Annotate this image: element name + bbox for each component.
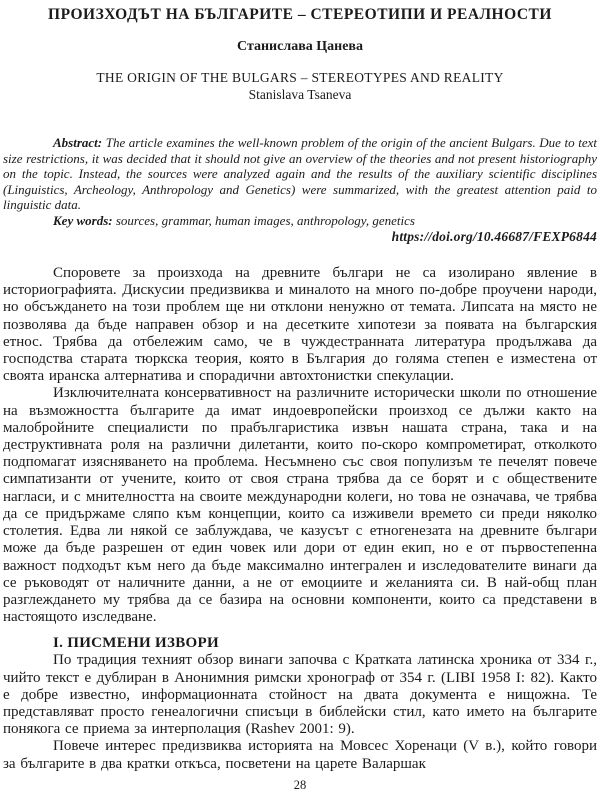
paper-title-bulgarian: ПРОИЗХОДЪТ НА БЪЛГАРИТЕ – СТЕРЕОТИПИ И РЕАЛНОСТИ bbox=[48, 6, 552, 23]
abstract-label: Abstract: bbox=[53, 135, 103, 151]
abstract-text: The article examines the well-known problem of the origin of the ancient Bulgars. Due to text size restrictions, it was decided that it should not give an overview of the theories and not present historiography on the topic. Instead, the sources were analyzed again and the results of the auxiliary scientific disciplines (Linguistics, Archeology, Anthropology and Genetics) were summarized, with the greatest attention paid to linguistic data. bbox=[3, 135, 597, 213]
doi-text: https://doi.org/10.46687/FEXP6844 bbox=[391, 229, 597, 245]
keywords-block bbox=[3, 213, 597, 229]
paper-title-english: THE ORIGIN OF THE BULGARS – STEREOTYPES AND REALITY bbox=[96, 70, 504, 86]
section-heading-written-sources: I. ПИСМЕНИ ИЗВОРИ bbox=[53, 635, 219, 652]
keywords-text: sources, grammar, human images, anthropology, genetics bbox=[112, 212, 415, 228]
paragraph-latin-chronicle: По традиция техният обзор винаги започва с Кратката латинска хроника от 334 г., чийто текст е дублиран в Анонимния римски хронограф от 354 г. (LIBI 1958 I: 82). Както е добре известно, информационната стойност на двата документа е нищожна. Те представляват просто генеалогични списъци в библейски стил, като името на българите понякога се приема за интерполация (Rashev 2001: 9). bbox=[3, 652, 597, 738]
keywords-label: Key words: bbox=[53, 212, 113, 228]
author-name-bulgarian: Станислава Цанева bbox=[237, 39, 363, 55]
page-number: 28 bbox=[293, 778, 307, 792]
paragraph-conservatism: Изключителната консервативност на различните исторически школи по отношение на възможността българите да имат индоевропейски произход се дължи както на малобройните специалисти по прабългаристика извън нашата страна, така и на деструктивната роля на различни дилетанти, които по-скоро компрометират, отколкото подпомагат изясняването на проблема. Несъмнено със своя популизъм те печелят повече симпатизанти от учените, които от своя страна трябва да се борят и с обществените нагласи, и с мнителността на своите международни колеги, но това не означава, че трябва да се придържаме сляпо към концепции, които са изживели времето си преди няколко столетия. Едва ли някой се заблуждава, че казусът с етногенезата на древните българи може да бъде разрешен от един човек или дори от един екип, но е от първостепенна важност подходът към него да бъде максимално интегрален и изследователите винаги да се ръководят от наличните данни, а не от емоциите и желанията си. В най-общ план разглеждането му трябва да се базира на основни компоненти, които са представени в настоящото изследване. bbox=[3, 385, 597, 626]
abstract-block bbox=[3, 135, 597, 213]
paragraph-intro-disputes: Споровете за произхода на древните българи не са изолирано явление в историографията. Дискусии предизвиква и миналото на много по-добре проучени народи, но обсъждането на този проблем ще ни отклони ненужно от темата. Липсата на място не позволява да бъде направен обзор и на десетките хипотези за появата на българския етнос. Трябва да отбележим само, че в чуждестранната литература продължава да господства старата тюркска теория, която в България до голяма степен е изместена от своята иранска алтернатива и спорадични автохтонистки спекулации. bbox=[3, 265, 597, 385]
author-name-english: Stanislava Tsaneva bbox=[248, 87, 352, 103]
paragraph-movses-khorenatsi: Повече интерес предизвиква историята на Мовсес Хоренаци (V в.), който говори за българите в два кратки откъса, посветени на царете Валаршак bbox=[3, 738, 597, 772]
